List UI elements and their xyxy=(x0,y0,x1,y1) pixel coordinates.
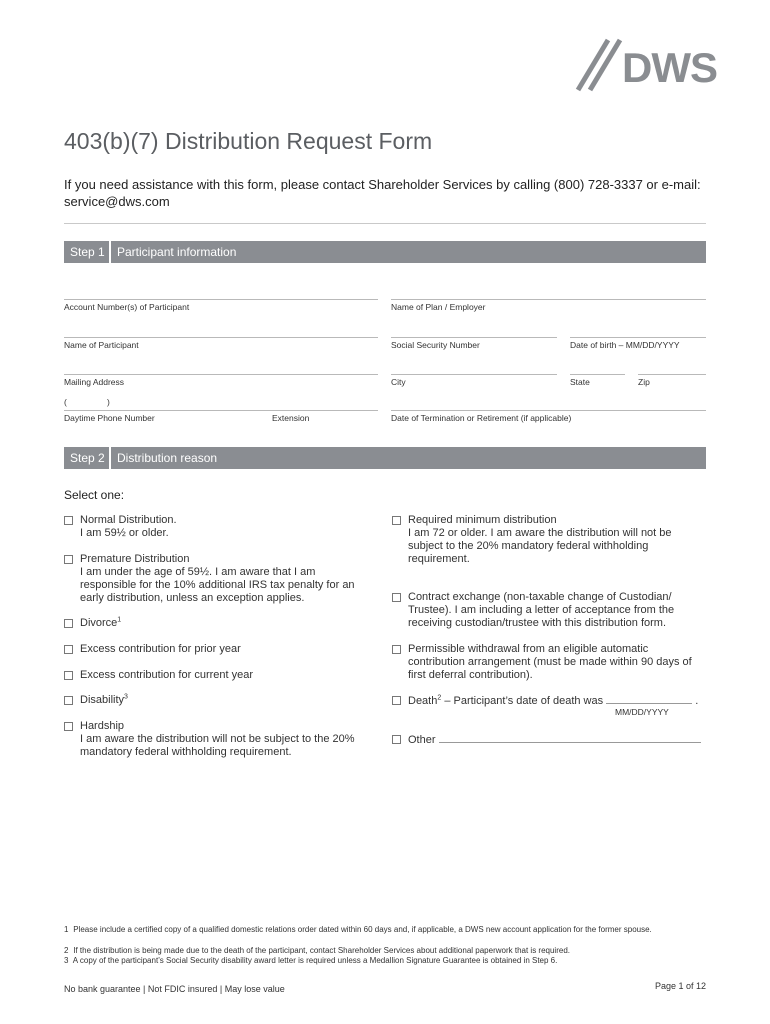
city-label: City xyxy=(391,377,406,387)
ssn-field[interactable] xyxy=(391,337,557,338)
option-description: I am under the age of 59½. I am aware that I am responsible for the 10% additional IRS tax penalty for an early distribution, unless an exception applies. xyxy=(80,566,355,604)
intro-text: If you need assistance with this form, please contact Shareholder Services by calling (800) 728-3337 or e-mail: service@dws.com xyxy=(64,177,701,209)
phone-paren-open: ( xyxy=(64,397,67,407)
option-description: I am aware the distribution will not be subject to the 20% mandatory federal withholding requirement. xyxy=(80,733,355,758)
option-required-minimum-distribution[interactable] xyxy=(392,514,698,566)
phone-field[interactable] xyxy=(64,410,378,411)
extension-label: Extension xyxy=(272,413,310,423)
footnote-3 xyxy=(64,956,704,966)
option-label: Contract exchange (non-taxable change of Custodian/ Trustee). I am including a letter of acceptance from the receiving custodian/trustee with this distribution form. xyxy=(408,591,675,629)
option-death[interactable] xyxy=(392,694,708,708)
option-description: I am 72 or older. I am aware the distribution will not be subject to the 20% mandatory federal withholding requirement. xyxy=(408,527,672,565)
termination-date-label: Date of Termination or Retirement (if applicable) xyxy=(391,413,572,423)
footnote-2 xyxy=(64,946,704,956)
option-label: Divorce xyxy=(80,617,118,629)
checkbox-rmd[interactable] xyxy=(392,516,401,525)
footnote-number: 3 xyxy=(64,956,69,965)
plan-employer-label: Name of Plan / Employer xyxy=(391,302,486,312)
mailing-address-label: Mailing Address xyxy=(64,377,125,387)
other-reason-field[interactable] xyxy=(439,733,701,743)
step2-title: Distribution reason xyxy=(117,451,218,465)
option-label: Permissible withdrawal from an eligible automatic contribution arrangement (must be made within 90 days of first deferral contribution). xyxy=(408,643,692,681)
state-field[interactable] xyxy=(570,374,625,375)
option-label: Premature Distribution xyxy=(80,553,190,565)
participant-name-label: Name of Participant xyxy=(64,340,139,350)
checkbox-divorce[interactable] xyxy=(64,619,73,628)
step1-title: Participant information xyxy=(117,245,237,259)
option-label: Hardship xyxy=(80,720,125,732)
step2-header xyxy=(64,447,706,469)
plan-employer-field[interactable] xyxy=(391,299,706,300)
option-label: Death xyxy=(408,695,438,707)
option-label: Normal Distribution. xyxy=(80,514,177,526)
checkbox-hardship[interactable] xyxy=(64,722,73,731)
footnote-number: 1 xyxy=(64,925,69,934)
option-other[interactable] xyxy=(392,733,708,747)
step2-label: Step 2 xyxy=(64,447,111,469)
option-permissible-withdrawal[interactable] xyxy=(392,643,698,682)
footnote-ref: 1 xyxy=(117,616,122,624)
divider xyxy=(64,223,706,224)
checkbox-disability[interactable] xyxy=(64,696,73,705)
step1-header xyxy=(64,241,706,263)
zip-label: Zip xyxy=(638,377,650,387)
option-contract-exchange[interactable] xyxy=(392,591,698,630)
checkbox-excess-prior-year[interactable] xyxy=(64,645,73,654)
option-label-end: . xyxy=(695,695,699,707)
checkbox-normal-distribution[interactable] xyxy=(64,516,73,525)
option-excess-current-year[interactable] xyxy=(64,669,364,682)
option-divorce[interactable] xyxy=(64,617,364,630)
checkbox-excess-current-year[interactable] xyxy=(64,671,73,680)
checkbox-death[interactable] xyxy=(392,696,401,705)
checkbox-other[interactable] xyxy=(392,735,401,744)
dob-label: Date of birth – MM/DD/YYYY xyxy=(570,340,680,350)
option-hardship[interactable] xyxy=(64,720,364,759)
option-label-rest: – Participant’s date of death was xyxy=(441,695,604,707)
page-number: Page 1 of 12 xyxy=(655,981,707,991)
option-excess-prior-year[interactable] xyxy=(64,643,364,656)
account-number-label: Account Number(s) of Participant xyxy=(64,302,190,312)
city-field[interactable] xyxy=(391,374,557,375)
state-label: State xyxy=(570,377,590,387)
footnote-text: If the distribution is being made due to the death of the participant, contact Shareholder Services about additional paperwork that is required. xyxy=(73,946,570,955)
footnote-1 xyxy=(64,925,664,935)
option-normal-distribution[interactable] xyxy=(64,514,364,540)
option-premature-distribution[interactable] xyxy=(64,553,364,605)
option-label: Required minimum distribution xyxy=(408,514,557,526)
option-label: Disability xyxy=(80,694,125,706)
option-label: Excess contribution for prior year xyxy=(80,643,241,655)
checkbox-permissible-withdrawal[interactable] xyxy=(392,645,401,654)
dob-field[interactable] xyxy=(570,337,706,338)
option-disability[interactable] xyxy=(64,694,364,707)
checkbox-premature-distribution[interactable] xyxy=(64,555,73,564)
mailing-address-field[interactable] xyxy=(64,374,378,375)
termination-date-field[interactable] xyxy=(391,410,706,411)
account-number-field[interactable] xyxy=(64,299,378,300)
footnote-text: Please include a certified copy of a qualified domestic relations order dated within 60 days and, if applicable, a DWS new account application for the former spouse. xyxy=(73,925,652,934)
footnote-ref: 3 xyxy=(124,693,128,701)
option-description: I am 59½ or older. xyxy=(80,527,169,539)
disclaimer: No bank guarantee | Not FDIC insured | May lose value xyxy=(64,984,285,994)
date-of-death-hint: MM/DD/YYYY xyxy=(615,707,669,717)
footnote-number: 2 xyxy=(64,946,69,955)
footnote-text: A copy of the participant’s Social Security disability award letter is required unless a Medallion Signature Guarantee is obtained in Step 6. xyxy=(72,956,558,965)
ssn-label: Social Security Number xyxy=(391,340,480,350)
phone-paren-close: ) xyxy=(107,397,110,407)
checkbox-contract-exchange[interactable] xyxy=(392,593,401,602)
option-label: Excess contribution for current year xyxy=(80,669,254,681)
phone-label: Daytime Phone Number xyxy=(64,413,155,423)
zip-field[interactable] xyxy=(638,374,706,375)
dws-logo: DWS xyxy=(622,44,717,91)
participant-name-field[interactable] xyxy=(64,337,378,338)
option-label: Other xyxy=(408,734,436,746)
select-one-label: Select one: xyxy=(64,488,125,502)
page-title: 403(b)(7) Distribution Request Form xyxy=(64,128,433,154)
date-of-death-field[interactable] xyxy=(606,694,692,704)
step1-label: Step 1 xyxy=(64,241,111,263)
footnote-ref: 2 xyxy=(437,694,442,702)
